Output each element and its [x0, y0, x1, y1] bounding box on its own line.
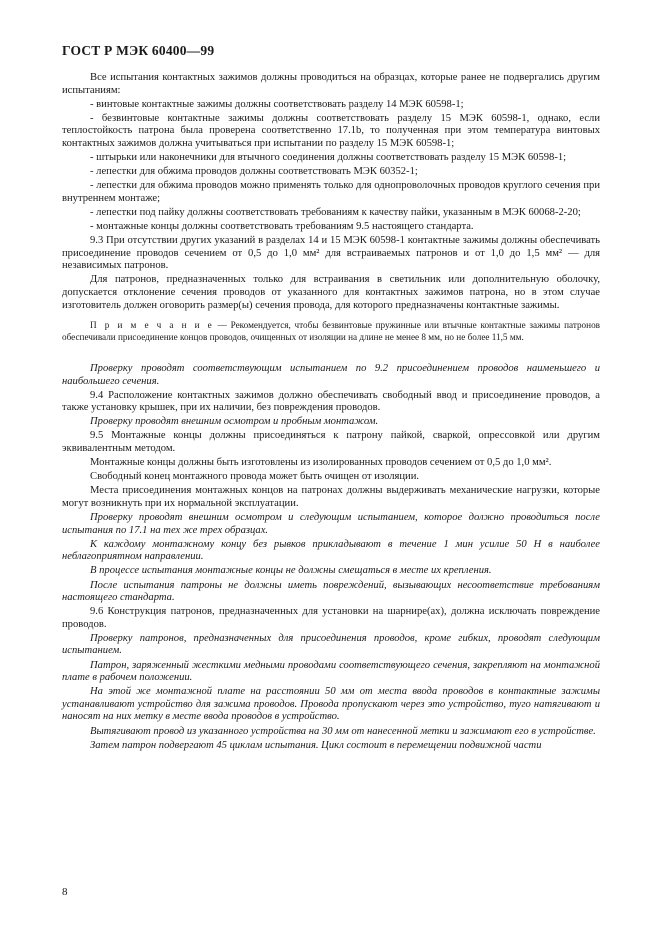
paragraph: Все испытания контактных зажимов должны проводиться на образцах, которые ранее не подвергались другим испытаниям: [62, 72, 600, 96]
note-text: — Рекомендуется, чтобы безвинтовые пружинные или втычные контактные зажимы патронов обеспечивали присоединение концов проводов, очищенных от изоляции на длине не менее 8 мм, но не более 11,5 мм. [62, 320, 601, 342]
test-method: Вытягивают провод из указанного устройства на 30 мм от нанесенной метки и зажимают его в устройстве. [90, 725, 596, 737]
list-item: - лепестки для обжима проводов можно применять только для однопроволочных проводов круглого сечения при внутреннем монтаже; [62, 180, 600, 204]
paragraph: Монтажные концы должны быть изготовлены из изолированных проводов сечением от 0,5 до 1,0 мм². [90, 457, 552, 469]
clause-9-4: 9.4 Расположение контактных зажимов должно обеспечивать свободный ввод и присоединение проводов, а также установку крышек, при их наличии, без повреждения проводов. [62, 389, 600, 414]
paragraph: Места присоединения монтажных концов на патронах должны выдерживать механические нагрузки, которые могут возникнуть при их нормальной эксплуатации. [62, 485, 600, 509]
document-header: ГОСТ Р МЭК 60400—99 [62, 43, 215, 58]
clause-9-6: 9.6 Конструкция патронов, предназначенных для установки на шарнире(ах), должна исключать повреждение проводов. [62, 606, 600, 630]
test-method: После испытания патроны не должны иметь повреждений, вызывающих несоответствие требованиям настоящего стандарта. [62, 579, 600, 604]
document-body [62, 72, 600, 754]
test-method: На этой же монтажной плате на расстоянии 50 мм от места ввода проводов в контактные зажимы устанавливают устройство для зажима проводов. Провода пропускают через это устройство, туго натягивают и наносят на них метку в месте ввода проводов в устройство. [62, 686, 600, 723]
list-item: - безвинтовые контактные зажимы должны соответствовать разделу 15 МЭК 60598-1, однако, если теплостойкость патрона была проверена соответственно 17.1b, то полученная при этом температура винтовых контактных зажимов должна учитываться при испытании по разделу 15 МЭК 60598-1; [62, 112, 600, 149]
test-method: Проверку проводят соответствующим испытанием по 9.2 присоединением проводов наименьшего и наибольшего сечения. [62, 363, 600, 387]
test-method: Патрон, заряженный жесткими медными проводами соответствующего сечения, закрепляют на монтажной плате в рабочем положении. [62, 659, 600, 684]
test-method: Проверку патронов, предназначенных для присоединения проводов, кроме гибких, проводят следующим испытанием. [62, 632, 600, 657]
test-method: Затем патрон подвергают 45 циклам испытания. Цикл состоит в перемещении подвижной части [90, 739, 542, 751]
clause-9-3: 9.3 При отсутствии других указаний в разделах 14 и 15 МЭК 60598-1 контактные зажимы должны обеспечивать присоединение проводов сечением от 0,5 до 1,0 мм² для встраиваемых патронов и от 1,0 до 1,5 мм² — для независимых патронов. [62, 235, 600, 272]
list-item: - винтовые контактные зажимы должны соответствовать разделу 14 МЭК 60598-1; [90, 98, 464, 110]
page-number: 8 [62, 886, 68, 898]
list-item: - лепестки для обжима проводов должны соответствовать МЭК 60352-1; [90, 166, 418, 178]
note [62, 320, 600, 343]
paragraph: Свободный конец монтажного провода может быть очищен от изоляции. [90, 471, 420, 483]
test-method: Проверку проводят внешним осмотром и пробным монтажом. [90, 416, 379, 428]
list-item: - лепестки под пайку должны соответствовать требованиям к качеству пайки, указанным в МЭК 60068-2-20; [90, 206, 581, 218]
paragraph: Для патронов, предназначенных только для встраивания в светильник или дополнительную оболочку, допускается отклонение сечения проводов от указанного для контактных зажимов патрона, но в этом случае изготовитель должен оговорить размер(ы) сечения провода, для которого предназначены контактные зажимы. [62, 274, 600, 311]
clause-9-5: 9.5 Монтажные концы должны присоединяться к патрону пайкой, сваркой, опрессовкой или другим эквивалентным методом. [62, 430, 600, 455]
note-label: П р и м е ч а н и е [90, 320, 214, 331]
test-method: В процессе испытания монтажные концы не должны смещаться в месте их крепления. [90, 565, 492, 577]
test-method: К каждому монтажному концу без рывков прикладывают в течение 1 мин усилие 50 Н в наиболее неблагоприятном направлении. [62, 538, 600, 563]
list-item: - штырьки или наконечники для втычного соединения должны соответствовать разделу 15 МЭК 60598-1; [90, 152, 567, 164]
list-item: - монтажные концы должны соответствовать требованиям 9.5 настоящего стандарта. [90, 221, 474, 233]
test-method: Проверку проводят внешним осмотром и следующим испытанием, которое должно проводиться после испытания по 17.1 на тех же трех образцах. [62, 512, 600, 536]
